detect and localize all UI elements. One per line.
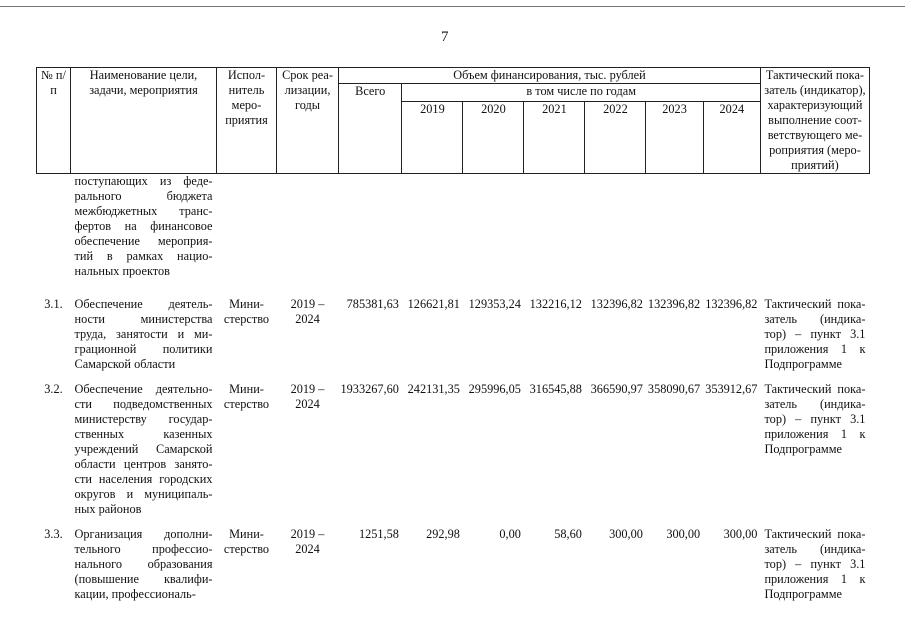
row-num: 3.1. [44,297,63,311]
header-indicator: Тактический пока-затель (индикатор), характеризующий выполнение соот-ветствующего ме-роприятия (меро-приятий) [760,68,869,174]
header-year: 2020 [463,102,524,174]
row-indicator: Тактический пока-затель (индика-тор) – пункт 3.1 приложения 1 к Подпрограмме [764,527,866,601]
row-term: 2019 – 2024 [290,297,325,326]
row-name: Обеспечение деятель-ности министерства труда, занятости и ми-грационной политики Самарской области [74,297,213,371]
row-executor: Мини-стерство [223,297,270,326]
header-total: Всего [339,84,402,174]
header-year: 2024 [703,102,760,174]
row-2024: 132396,82 [705,297,758,311]
row-2019: 292,98 [426,527,460,541]
row-2019: 242131,35 [407,382,460,396]
row-2022: 300,00 [609,527,643,541]
row-2023: 300,00 [666,527,701,541]
row-2021: 58,60 [554,527,582,541]
table-row [37,382,870,527]
row-indicator: Тактический пока-затель (индика-тор) – пункт 3.1 приложения 1 к Подпрограмме [764,297,866,371]
header-num: № п/п [37,68,71,174]
row-2019: 126621,81 [407,297,460,311]
row-2024: 353912,67 [705,382,758,396]
row-num: 3.3. [44,527,63,541]
row-2020: 0,00 [499,527,521,541]
row-total: 1251,58 [358,527,399,541]
page-number: 7 [441,29,449,45]
header-financing: Объем финансирования, тыс. рублей [339,68,761,84]
header-by-years: в том числе по годам [402,84,761,102]
financing-table [36,67,870,612]
header-year: 2023 [646,102,703,174]
table-row [37,527,870,612]
row-total: 785381,63 [346,297,399,311]
row-2024: 300,00 [723,527,758,541]
row-executor: Мини-стерство [223,527,270,556]
continuation-text: поступающих из феде-рального бюджета межбюджетных транс-фертов на финансовое обеспечение мероприя-тий в рамках нацио-нальных проектов [74,174,213,278]
row-total: 1933267,60 [340,382,399,396]
row-2020: 129353,24 [468,297,521,311]
scan-top-border [0,6,905,7]
row-term: 2019 – 2024 [290,382,325,411]
header-year: 2021 [524,102,585,174]
row-num: 3.2. [44,382,63,396]
row-2021: 316545,88 [529,382,582,396]
row-indicator: Тактический пока-затель (индика-тор) – пункт 3.1 приложения 1 к Подпрограмме [764,382,866,456]
header-year: 2022 [585,102,646,174]
row-2020: 295996,05 [468,382,521,396]
row-executor: Мини-стерство [223,382,270,411]
row-2023: 132396,82 [647,297,701,311]
header-name: Наименование цели, задачи, мероприятия [71,68,217,174]
header-year: 2019 [402,102,463,174]
table-row [37,297,870,382]
row-2022: 366590,97 [590,382,643,396]
row-name: Обеспечение деятельно-сти подведомственных министерству государ-ственных казенных учреждений Самарской области центров занято-сти населения городских округов и муниципаль-ных районов [74,382,213,516]
row-term: 2019 – 2024 [290,527,325,556]
row-2022: 132396,82 [590,297,643,311]
row-name: Организация дополни-тельного профессио-нального образования (повышение квалифи-кации, профессиональ- [74,527,213,601]
header-executor: Испол-нитель меро-приятия [217,68,277,174]
row-2023: 358090,67 [647,382,701,396]
row-2021: 132216,12 [529,297,582,311]
header-term: Срок реа-лизации, годы [277,68,339,174]
continuation-row [37,174,870,298]
